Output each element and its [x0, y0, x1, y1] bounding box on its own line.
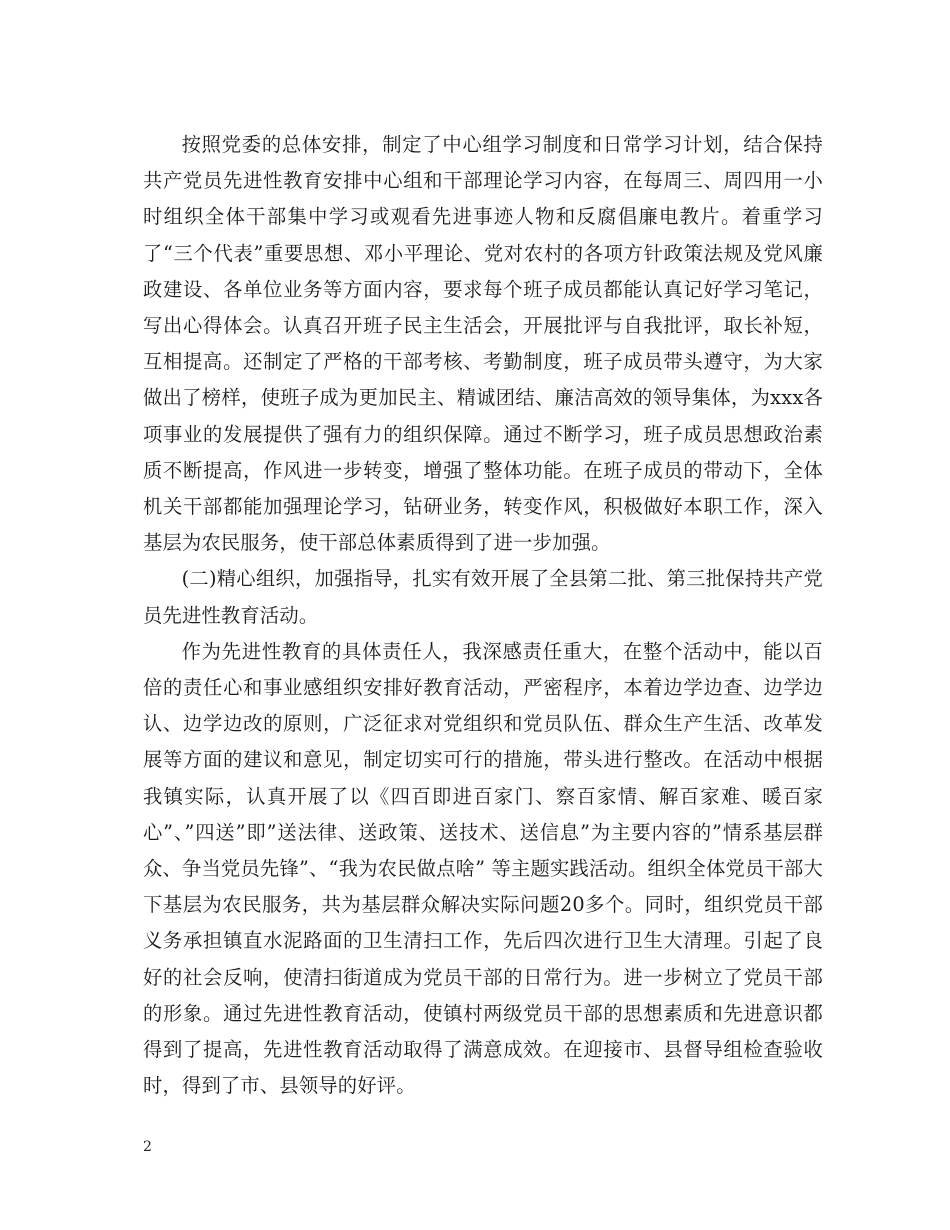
paragraph-education-activities: 作为先进性教育的具体责任人，我深感责任重大，在整个活动中，能以百倍的责任心和事业感组织安排好教育活动，严密程序，本着边学边查、边学边认、边学边改的原则，广泛征求对党组织和党员队伍、群众生产生活、改革发展等方面的建议和意见，制定切实可行的措施，带头进行整改。在活动中根据我镇实际，认真开展了以《四百即进百家门、察百家情、解百家难、暖百家心”、”四送”即”送法律、送政策、送技术、送信息”为主要内容的”情系基层群众、争当党员先锋”、“我为农民做点啥” 等主题实践活动。组织全体党员干部大下基层为农民服务，共为基层群众解决实际问题20多个。同时，组织党员干部义务承担镇直水泥路面的卫生清扫工作，先后四次进行卫生大清理。引起了良好的社会反响，使清扫街道成为党员干部的日常行为。进一步树立了党员干部的形象。通过先进性教育活动，使镇村两级党员干部的思想素质和先进意识都得到了提高，先进性教育活动取得了满意成效。在迎接市、县督导组检查验收时，得到了市、县领导的好评。	[143, 639, 823, 1098]
paragraph-section-heading: (二)精心组织，加强指导，扎实有效开展了全县第二批、第三批保持共产党员先进性教育活动。	[143, 567, 823, 627]
page-number: 2	[143, 1139, 152, 1155]
paragraph-study-system: 按照党委的总体安排，制定了中心组学习制度和日常学习计划，结合保持共产党员先进性教育安排中心组和干部理论学习内容，在每周三、周四用一小时组织全体干部集中学习或观看先进事迹人物和反腐倡廉电教片。着重学习了“三个代表”重要思想、邓小平理论、党对农村的各项方针政策法规及党风廉政建设、各单位业务等方面内容，要求每个班子成员都能认真记好学习笔记，写出心得体会。认真召开班子民主生活会，开展批评与自我批评，取长补短，互相提高。还制定了严格的干部考核、考勤制度，班子成员带头遵守，为大家做出了榜样，使班子成为更加民主、精诚团结、廉洁高效的领导集体，为xxx各项事业的发展提供了强有力的组织保障。通过不断学习，班子成员思想政治素质不断提高，作风进一步转变，增强了整体功能。在班子成员的带动下，全体机关干部都能加强理论学习，钻研业务，转变作风，积极做好本职工作，深入基层为农民服务，使干部总体素质得到了进一步加强。	[143, 133, 823, 555]
document-body	[143, 127, 823, 1104]
